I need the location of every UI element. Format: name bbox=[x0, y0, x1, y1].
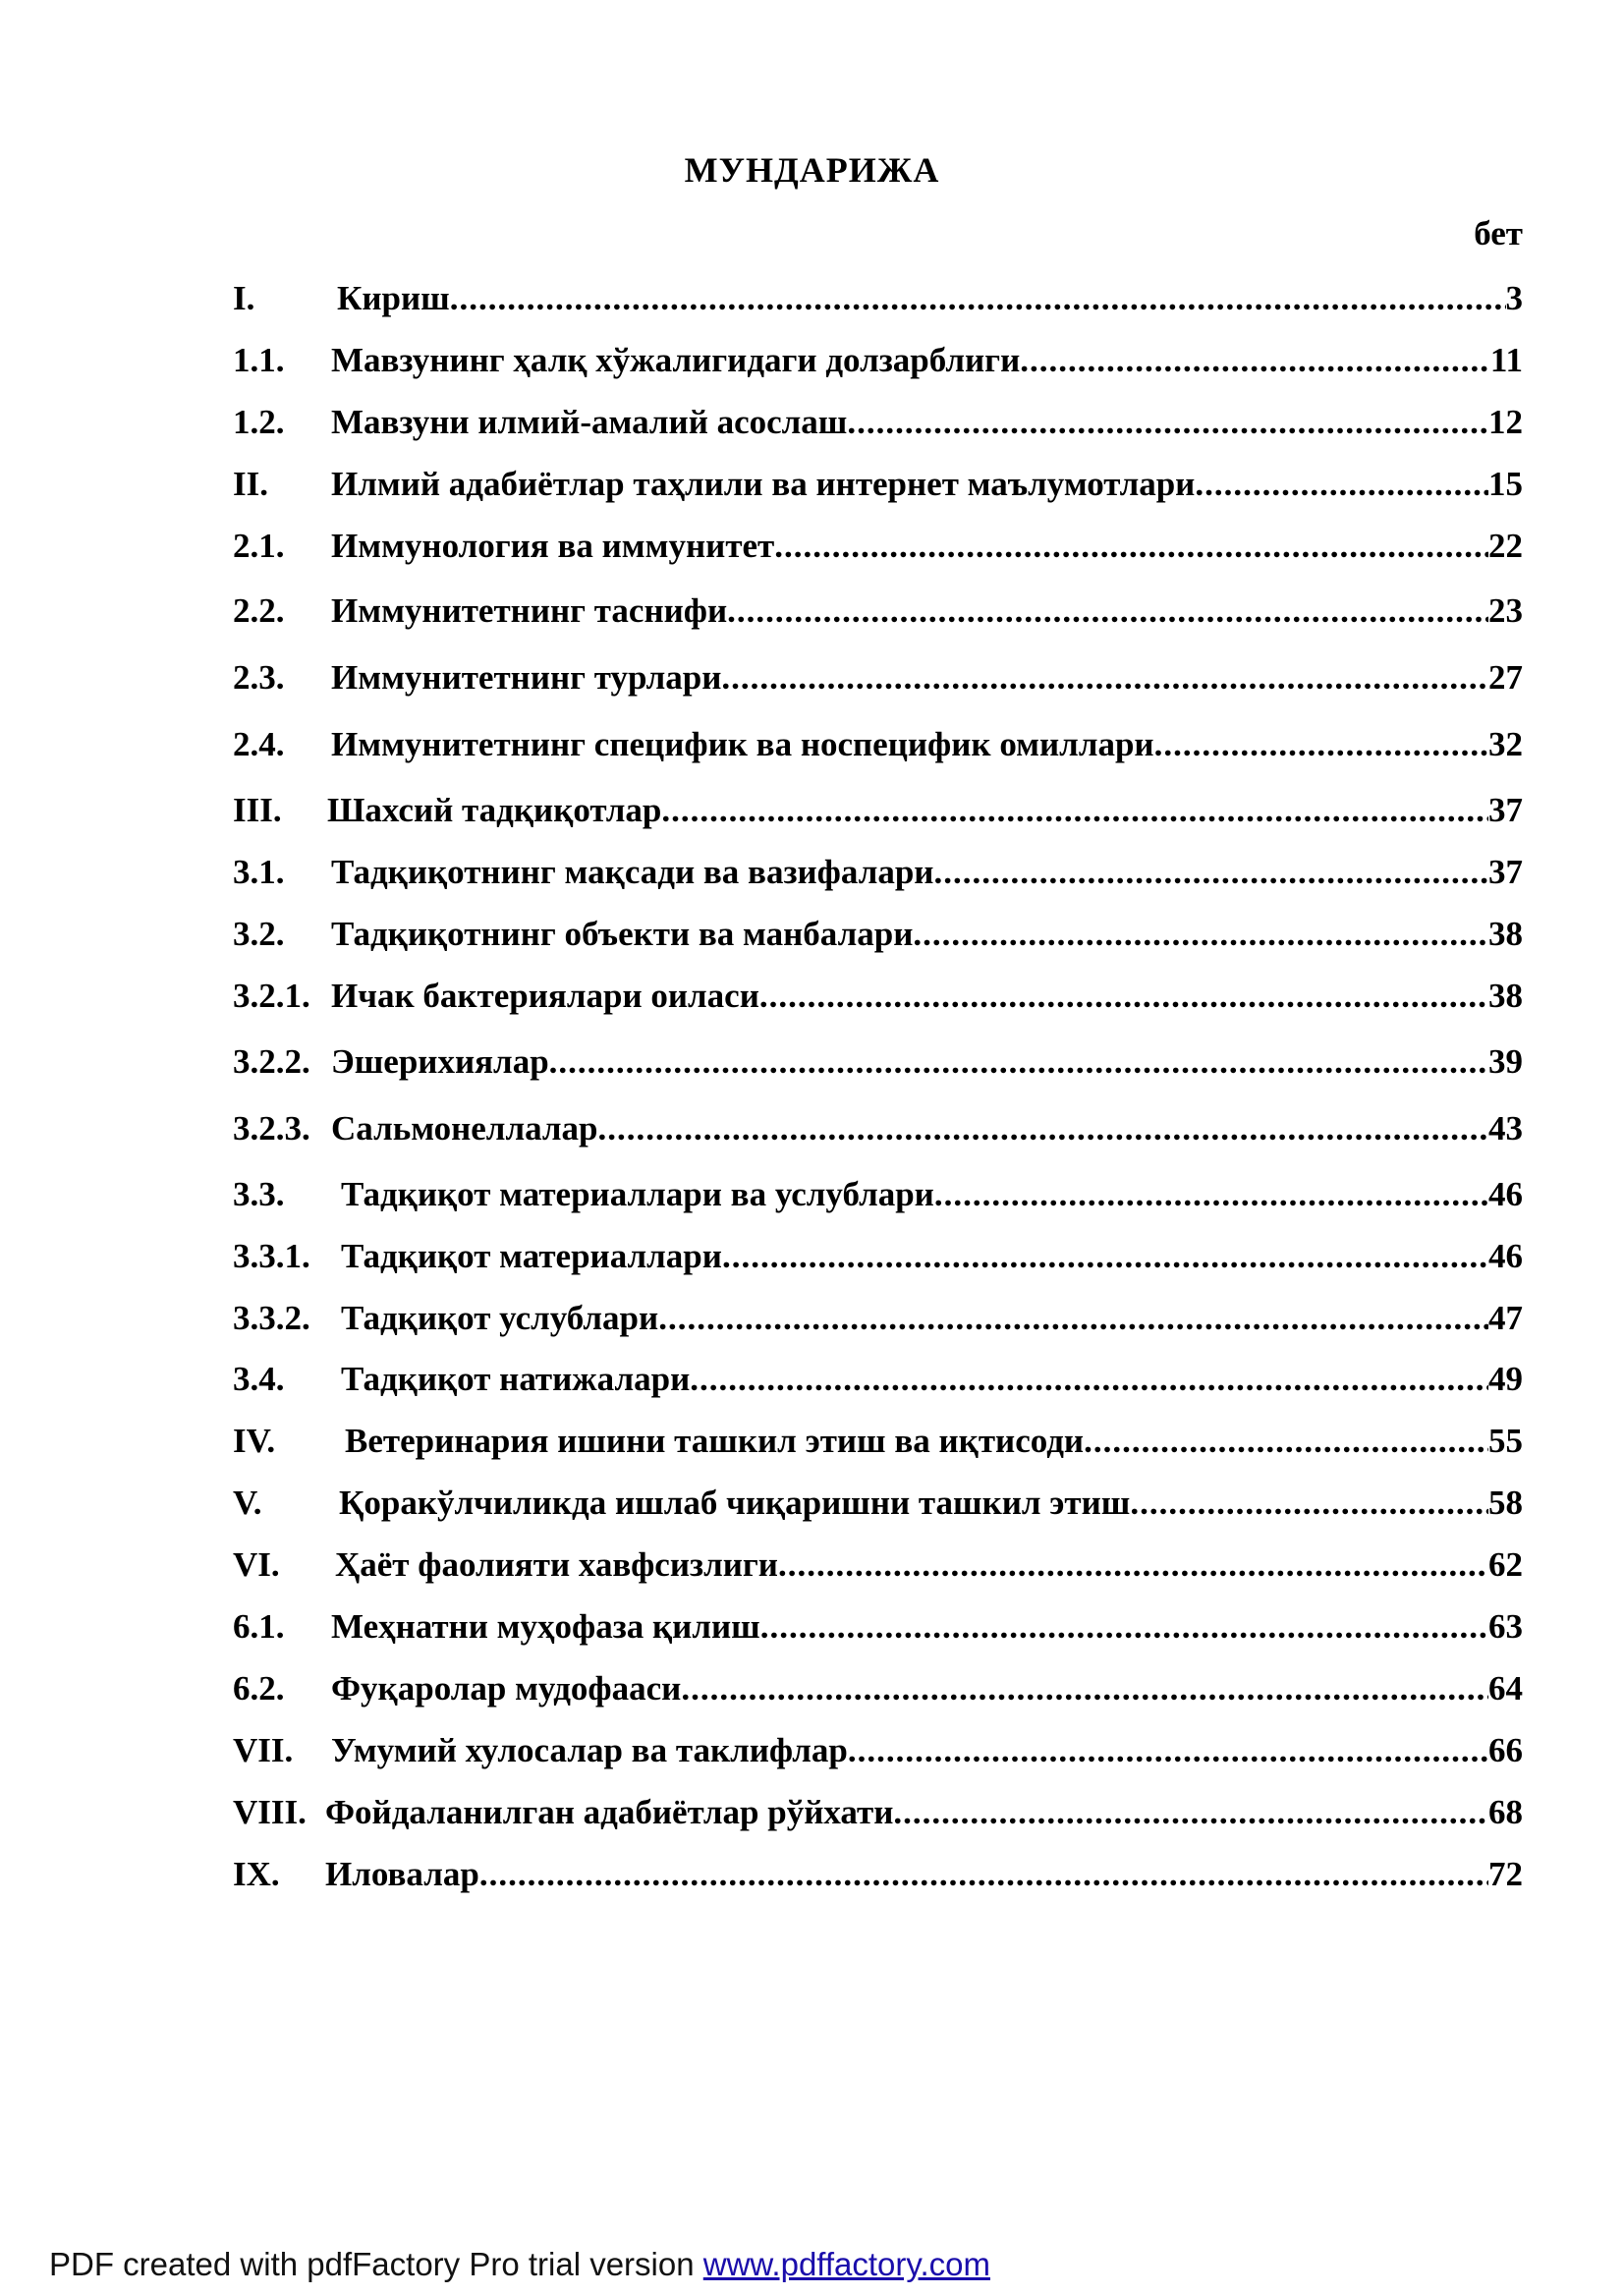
toc-leader bbox=[848, 1731, 1488, 1770]
toc-page: 39 bbox=[1488, 1042, 1523, 1081]
toc-page: 63 bbox=[1488, 1607, 1523, 1646]
toc-title: Фойдаланилган адабиётлар рўйхати bbox=[325, 1793, 894, 1831]
toc-leader bbox=[690, 1360, 1488, 1399]
toc-title: Тадқиқот натижалари bbox=[341, 1360, 691, 1398]
toc-entry bbox=[233, 1105, 1523, 1148]
toc-title: Тадқиқот материаллари ва услублари bbox=[341, 1175, 934, 1213]
toc-entry bbox=[233, 1789, 1523, 1832]
toc-entry bbox=[233, 399, 1523, 442]
toc-leader bbox=[847, 403, 1488, 442]
toc-number: 3.2.1. bbox=[233, 977, 310, 1015]
toc-leader bbox=[774, 527, 1488, 566]
toc-page: 38 bbox=[1488, 915, 1523, 953]
toc-number: VI. bbox=[233, 1545, 280, 1584]
toc-title: Ҳаёт фаолияти хавфсизлиги bbox=[335, 1545, 778, 1584]
toc-page: 46 bbox=[1488, 1175, 1523, 1213]
toc-number: I. bbox=[233, 279, 255, 317]
toc-page: 72 bbox=[1488, 1855, 1523, 1893]
toc-page: 23 bbox=[1488, 591, 1523, 630]
toc-page: 49 bbox=[1488, 1360, 1523, 1398]
toc-number: 6.2. bbox=[233, 1669, 285, 1708]
toc-page: 3 bbox=[1505, 279, 1523, 317]
toc-leader bbox=[681, 1669, 1488, 1708]
toc-title: Ветеринария ишини ташкил этиш ва иқтисоди bbox=[345, 1422, 1085, 1460]
toc-leader bbox=[1195, 465, 1488, 504]
toc-entry bbox=[233, 1851, 1523, 1894]
toc-entry bbox=[233, 911, 1523, 954]
toc-title: Илмий адабиётлар таҳлили ва интернет маълумотлари bbox=[331, 465, 1196, 503]
toc-entry bbox=[233, 1541, 1523, 1585]
toc-leader bbox=[721, 658, 1488, 698]
toc-title: Фуқаролар мудофааси bbox=[331, 1669, 682, 1708]
toc-number: 2.1. bbox=[233, 527, 285, 565]
toc-leader bbox=[479, 1855, 1488, 1894]
toc-number: 3.2.2. bbox=[233, 1042, 310, 1081]
toc-entry bbox=[233, 275, 1523, 318]
toc-entry bbox=[233, 1038, 1523, 1082]
toc-number: VII. bbox=[233, 1731, 294, 1769]
toc-entry bbox=[233, 973, 1523, 1016]
toc-title: Умумий хулосалар ва таклифлар bbox=[331, 1731, 848, 1769]
toc-number: V. bbox=[233, 1484, 262, 1522]
toc-entry bbox=[233, 1233, 1523, 1276]
toc-leader bbox=[759, 977, 1488, 1016]
toc-entry bbox=[233, 1356, 1523, 1399]
toc-entry bbox=[233, 523, 1523, 566]
toc-number: 3.3.1. bbox=[233, 1237, 310, 1275]
toc-number: 2.4. bbox=[233, 725, 285, 763]
toc-entry bbox=[233, 1665, 1523, 1708]
toc-title: Қоракўлчиликда ишлаб чиқаришни ташкил этиш bbox=[339, 1484, 1131, 1522]
toc-title: Меҳнатни муҳофаза қилиш bbox=[331, 1607, 760, 1646]
toc-leader bbox=[933, 853, 1488, 892]
toc-page: 66 bbox=[1488, 1731, 1523, 1769]
toc-page: 62 bbox=[1488, 1545, 1523, 1584]
toc-leader bbox=[661, 791, 1488, 830]
toc-entry bbox=[233, 1480, 1523, 1523]
toc-number: II. bbox=[233, 465, 268, 503]
toc-number: 2.2. bbox=[233, 591, 285, 630]
toc-page: 55 bbox=[1488, 1422, 1523, 1460]
toc-page: 38 bbox=[1488, 977, 1523, 1015]
toc-leader bbox=[727, 591, 1488, 631]
toc-title: Тадқиқот материаллари bbox=[341, 1237, 722, 1275]
toc-number: 3.3. bbox=[233, 1175, 285, 1213]
toc-leader bbox=[760, 1607, 1488, 1647]
toc-page: 12 bbox=[1488, 403, 1523, 441]
toc-leader bbox=[549, 1042, 1488, 1082]
toc-entry bbox=[233, 721, 1523, 764]
toc-title: Иммунитетнинг специфик ва носпецифик омиллари bbox=[331, 725, 1154, 763]
toc-number: 6.1. bbox=[233, 1607, 285, 1646]
toc-page: 27 bbox=[1488, 658, 1523, 697]
toc-entry bbox=[233, 1418, 1523, 1461]
toc-title: Кириш bbox=[337, 279, 450, 317]
toc-title: Эшерихиялар bbox=[331, 1042, 549, 1081]
toc-entry bbox=[233, 1295, 1523, 1338]
toc-number: 1.1. bbox=[233, 341, 285, 379]
toc-page: 15 bbox=[1488, 465, 1523, 503]
toc-number: 3.2. bbox=[233, 915, 285, 953]
toc-leader bbox=[450, 279, 1506, 318]
toc-number: IV. bbox=[233, 1422, 276, 1460]
page-column-label: бет bbox=[1474, 214, 1523, 252]
toc-number: III. bbox=[233, 791, 282, 829]
toc-title: Шахсий тадқиқотлар bbox=[327, 791, 662, 829]
toc-number: 2.3. bbox=[233, 658, 285, 697]
toc-number: 1.2. bbox=[233, 403, 285, 441]
toc-entry bbox=[233, 461, 1523, 504]
toc-title: Иловалар bbox=[325, 1855, 479, 1893]
toc-leader bbox=[1020, 341, 1490, 380]
toc-page: 68 bbox=[1488, 1793, 1523, 1831]
toc-entry bbox=[233, 337, 1523, 380]
toc-title: Иммунология ва иммунитет bbox=[331, 527, 775, 565]
toc-number: 3.1. bbox=[233, 853, 285, 891]
toc-leader bbox=[913, 915, 1488, 954]
toc-title: Сальмонеллалар bbox=[331, 1109, 598, 1148]
toc-leader bbox=[1084, 1422, 1488, 1461]
toc-entry bbox=[233, 1171, 1523, 1214]
toc-leader bbox=[778, 1545, 1488, 1585]
toc-leader bbox=[934, 1175, 1488, 1214]
toc-number: IX. bbox=[233, 1855, 280, 1893]
toc-leader bbox=[598, 1109, 1489, 1148]
toc-page: 11 bbox=[1489, 341, 1523, 379]
toc-page: 37 bbox=[1488, 791, 1523, 829]
toc-page: 32 bbox=[1488, 725, 1523, 763]
toc-title: Тадқиқотнинг объекти ва манбалари bbox=[331, 915, 914, 953]
toc-entry bbox=[233, 588, 1523, 631]
toc-title: Мавзуни илмий-амалий асослаш bbox=[331, 403, 848, 441]
toc-leader bbox=[722, 1237, 1488, 1276]
toc-page: 46 bbox=[1488, 1237, 1523, 1275]
toc-leader bbox=[658, 1299, 1488, 1338]
toc-number: 3.3.2. bbox=[233, 1299, 310, 1337]
toc-title: Тадқиқотнинг мақсади ва вазифалари bbox=[331, 853, 934, 891]
toc-entry bbox=[233, 1603, 1523, 1647]
footer-text: PDF created with pdfFactory Pro trial version bbox=[49, 2246, 703, 2282]
toc-page: 43 bbox=[1488, 1109, 1523, 1148]
toc-entry bbox=[233, 787, 1523, 830]
toc-title: Иммунитетнинг турлари bbox=[331, 658, 722, 697]
toc-page: 64 bbox=[1488, 1669, 1523, 1708]
toc-page: 22 bbox=[1488, 527, 1523, 565]
toc-number: 3.4. bbox=[233, 1360, 285, 1398]
page-title: МУНДАРИЖА bbox=[684, 150, 940, 190]
toc-number: VIII. bbox=[233, 1793, 307, 1831]
toc-number: 3.2.3. bbox=[233, 1109, 310, 1148]
toc-entry bbox=[233, 849, 1523, 892]
toc-title: Мавзунинг ҳалқ хўжалигидаги долзарблиги bbox=[331, 341, 1021, 379]
footer-link[interactable]: www.pdffactory.com bbox=[702, 2246, 990, 2282]
toc-title: Иммунитетнинг таснифи bbox=[331, 591, 728, 630]
toc-page: 58 bbox=[1488, 1484, 1523, 1522]
toc-leader bbox=[893, 1793, 1488, 1832]
pdf-footer bbox=[49, 2246, 990, 2283]
toc-leader bbox=[1154, 725, 1488, 764]
toc-leader bbox=[1130, 1484, 1488, 1523]
toc-entry bbox=[233, 654, 1523, 698]
toc-entry bbox=[233, 1727, 1523, 1770]
toc-title: Ичак бактериялари оиласи bbox=[331, 977, 759, 1015]
toc-title: Тадқиқот услублари bbox=[341, 1299, 659, 1337]
toc-page: 37 bbox=[1488, 853, 1523, 891]
toc-page: 47 bbox=[1488, 1299, 1523, 1337]
